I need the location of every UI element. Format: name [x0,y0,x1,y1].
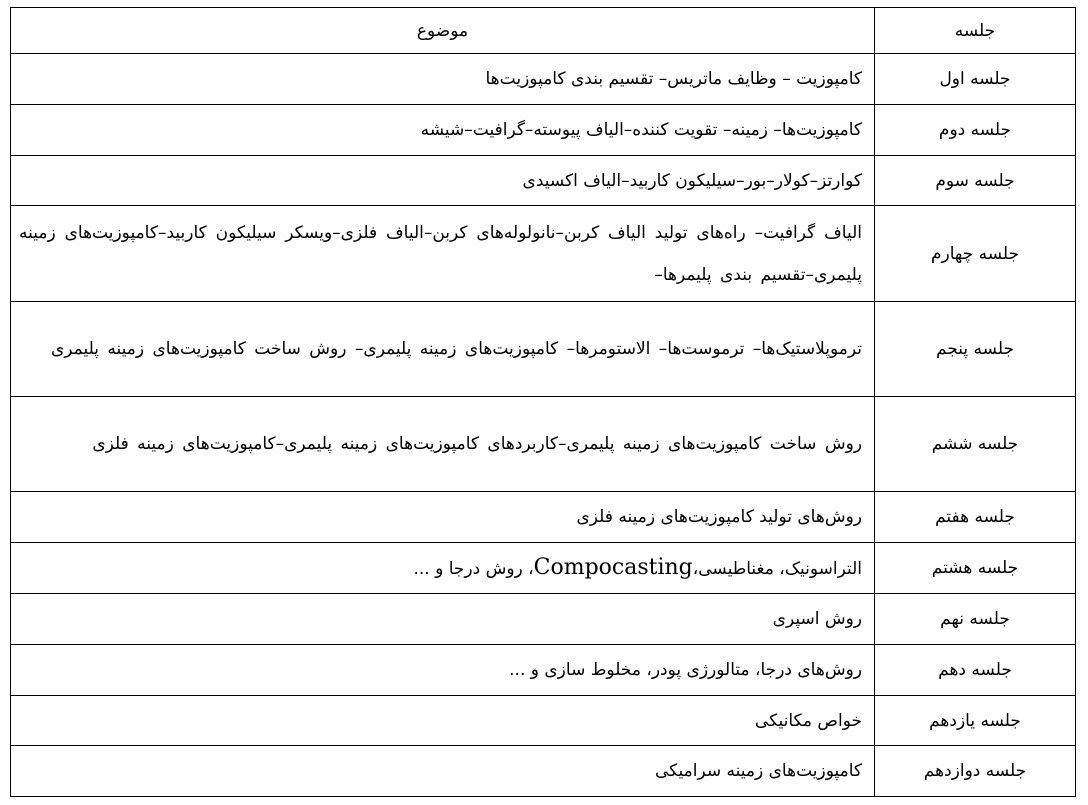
course-schedule-table [10,7,1076,797]
session-cell: جلسه هفتم [875,492,1076,543]
topic-cell: کامپوزیت‌های زمینه سرامیکی [11,746,875,797]
topic-text-end: ، روش درجا و ... [413,558,534,579]
session-cell: جلسه نهم [875,594,1076,645]
topic-cell: ترموپلاستیک‌ها– ترموست‌ها– الاستومرها– کامپوزیت‌های زمینه پلیمری– روش ساخت کامپوزیت‌های زمینه پلیمری [11,302,875,397]
table-row [11,397,1076,492]
header-topic: موضوع [11,8,875,54]
table-row [11,645,1076,696]
session-cell: جلسه یازدهم [875,696,1076,746]
topic-cell: خواص مکانیکی [11,696,875,746]
topic-text-start: التراسونیک، مغناطیسی، [692,558,862,579]
table-row [11,492,1076,543]
table-row [11,594,1076,645]
session-cell: جلسه پنجم [875,302,1076,397]
session-cell: جلسه دوم [875,105,1076,156]
table-row [11,746,1076,797]
table-row [11,54,1076,105]
table-row [11,105,1076,156]
table-row [11,206,1076,302]
session-cell: جلسه اول [875,54,1076,105]
topic-cell: کامپوزیت – وظایف ماتریس– تقسیم بندی کامپوزیت‌ها [11,54,875,105]
table-header-row [11,8,1076,54]
table-row [11,696,1076,746]
topic-cell: روش‌های تولید کامپوزیت‌های زمینه فلزی [11,492,875,543]
session-cell: جلسه ششم [875,397,1076,492]
table-row [11,302,1076,397]
session-cell: جلسه چهارم [875,206,1076,302]
topic-cell: الیاف گرافیت– راه‌های تولید الیاف کربن–نانولوله‌های کربن–الیاف فلزی–ویسکر سیلیکون کاربید–کامپوزیت‌های زمینه پلیمری–تقسیم بندی پلیمرها– [11,206,875,302]
topic-cell [11,543,875,594]
session-cell: جلسه هشتم [875,543,1076,594]
table-row [11,156,1076,206]
topic-latin-term: Compocasting [533,554,693,580]
session-cell: جلسه سوم [875,156,1076,206]
topic-cell: کوارتز–کولار–بور–سیلیکون کاربید–الیاف اکسیدی [11,156,875,206]
table-row [11,543,1076,594]
header-session: جلسه [875,8,1076,54]
topic-cell: روش‌های درجا، متالورژی پودر، مخلوط سازی و ... [11,645,875,696]
topic-cell: روش اسپری [11,594,875,645]
topic-cell: کامپوزیت‌ها– زمینه– تقویت کننده–الیاف پیوسته–گرافیت–شیشه [11,105,875,156]
session-cell: جلسه دوازدهم [875,746,1076,797]
topic-cell: روش ساخت کامپوزیت‌های زمینه پلیمری–کاربردهای کامپوزیت‌های زمینه پلیمری–کامپوزیت‌های زمینه فلزی [11,397,875,492]
session-cell: جلسه دهم [875,645,1076,696]
